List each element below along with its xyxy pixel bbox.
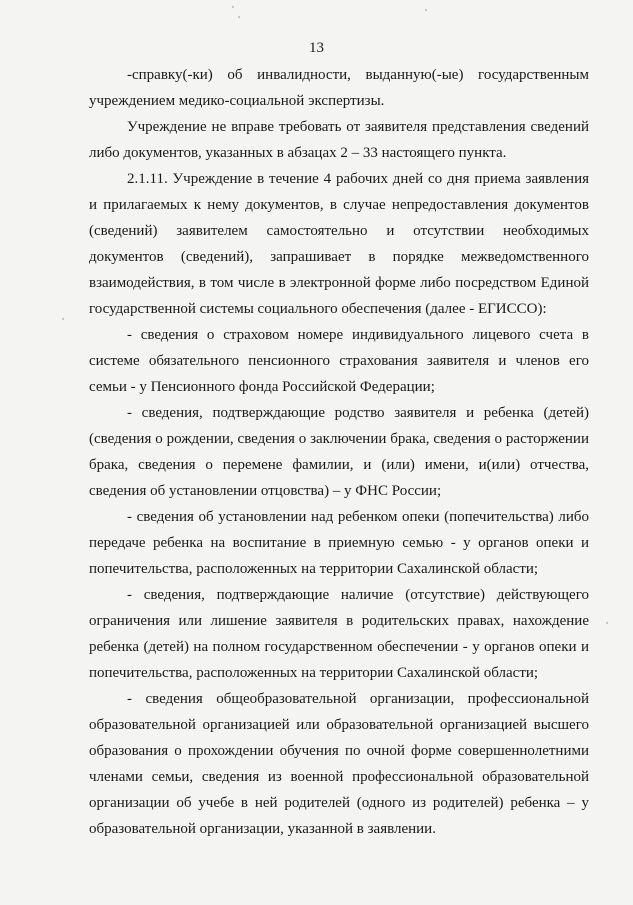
scan-speck bbox=[62, 318, 64, 320]
scan-speck bbox=[425, 9, 427, 11]
paragraph-no-request-rule: Учреждение не вправе требовать от заявителя представления сведений либо документов, указанных в абзацах 2 – 33 настоящего пункта. bbox=[89, 119, 589, 161]
scan-speck bbox=[232, 6, 234, 8]
paragraph-2-1-11: 2.1.11. Учреждение в течение 4 рабочих дней со дня приема заявления и прилагаемых к нему документов, в случае непредоставления документов (сведений) заявителем самостоятельно и отсутствии необходимых документов (сведений), запрашивает в порядке межведомственного взаимодействия, в том числе в электронной форме либо посредством Единой государственной системы социального обеспечения (далее - ЕГИССО): bbox=[89, 171, 589, 317]
list-item-snils: - сведения о страховом номере индивидуального лицевого счета в системе обязательного пенсионного страхования заявителя и членов его семьи - у Пенсионного фонда Российской Федерации; bbox=[89, 327, 589, 395]
scan-speck bbox=[606, 622, 608, 624]
paragraph-disability-certificate: -справку(-ки) об инвалидности, выданную(-ые) государственным учреждением медико-социальной экспертизы. bbox=[89, 67, 589, 109]
list-item-guardianship: - сведения об установлении над ребенком опеки (попечительства) либо передаче ребенка на воспитание в приемную семью - у органов опеки и попечительства, расположенных на территории Сахалинской области; bbox=[89, 509, 589, 577]
page-number: 13 bbox=[309, 40, 324, 56]
document-body bbox=[89, 62, 589, 842]
list-item-kinship: - сведения, подтверждающие родство заявителя и ребенка (детей) (сведения о рождении, сведения о заключении брака, сведения о расторжении брака, сведения о перемене фамилии, и (или) имени, и(или) отчества, сведения об установлении отцовства) – у ФНС России; bbox=[89, 405, 589, 499]
list-item-parental-rights: - сведения, подтверждающие наличие (отсутствие) действующего ограничения или лишение заявителя в родительских правах, нахождение ребенка (детей) на полном государственном обеспечении - у органов опеки и попечительства, расположенных на территории Сахалинской области; bbox=[89, 587, 589, 681]
list-item-education: - сведения общеобразовательной организации, профессиональной образовательной организацией или образовательной организацией высшего образования о прохождении обучения по очной форме совершеннолетними членами семьи, сведения из военной профессиональной образовательной организации об учебе в ней родителей (одного из родителей) ребенка – у образовательной организации, указанной в заявлении. bbox=[89, 691, 589, 837]
scan-speck bbox=[238, 16, 240, 18]
